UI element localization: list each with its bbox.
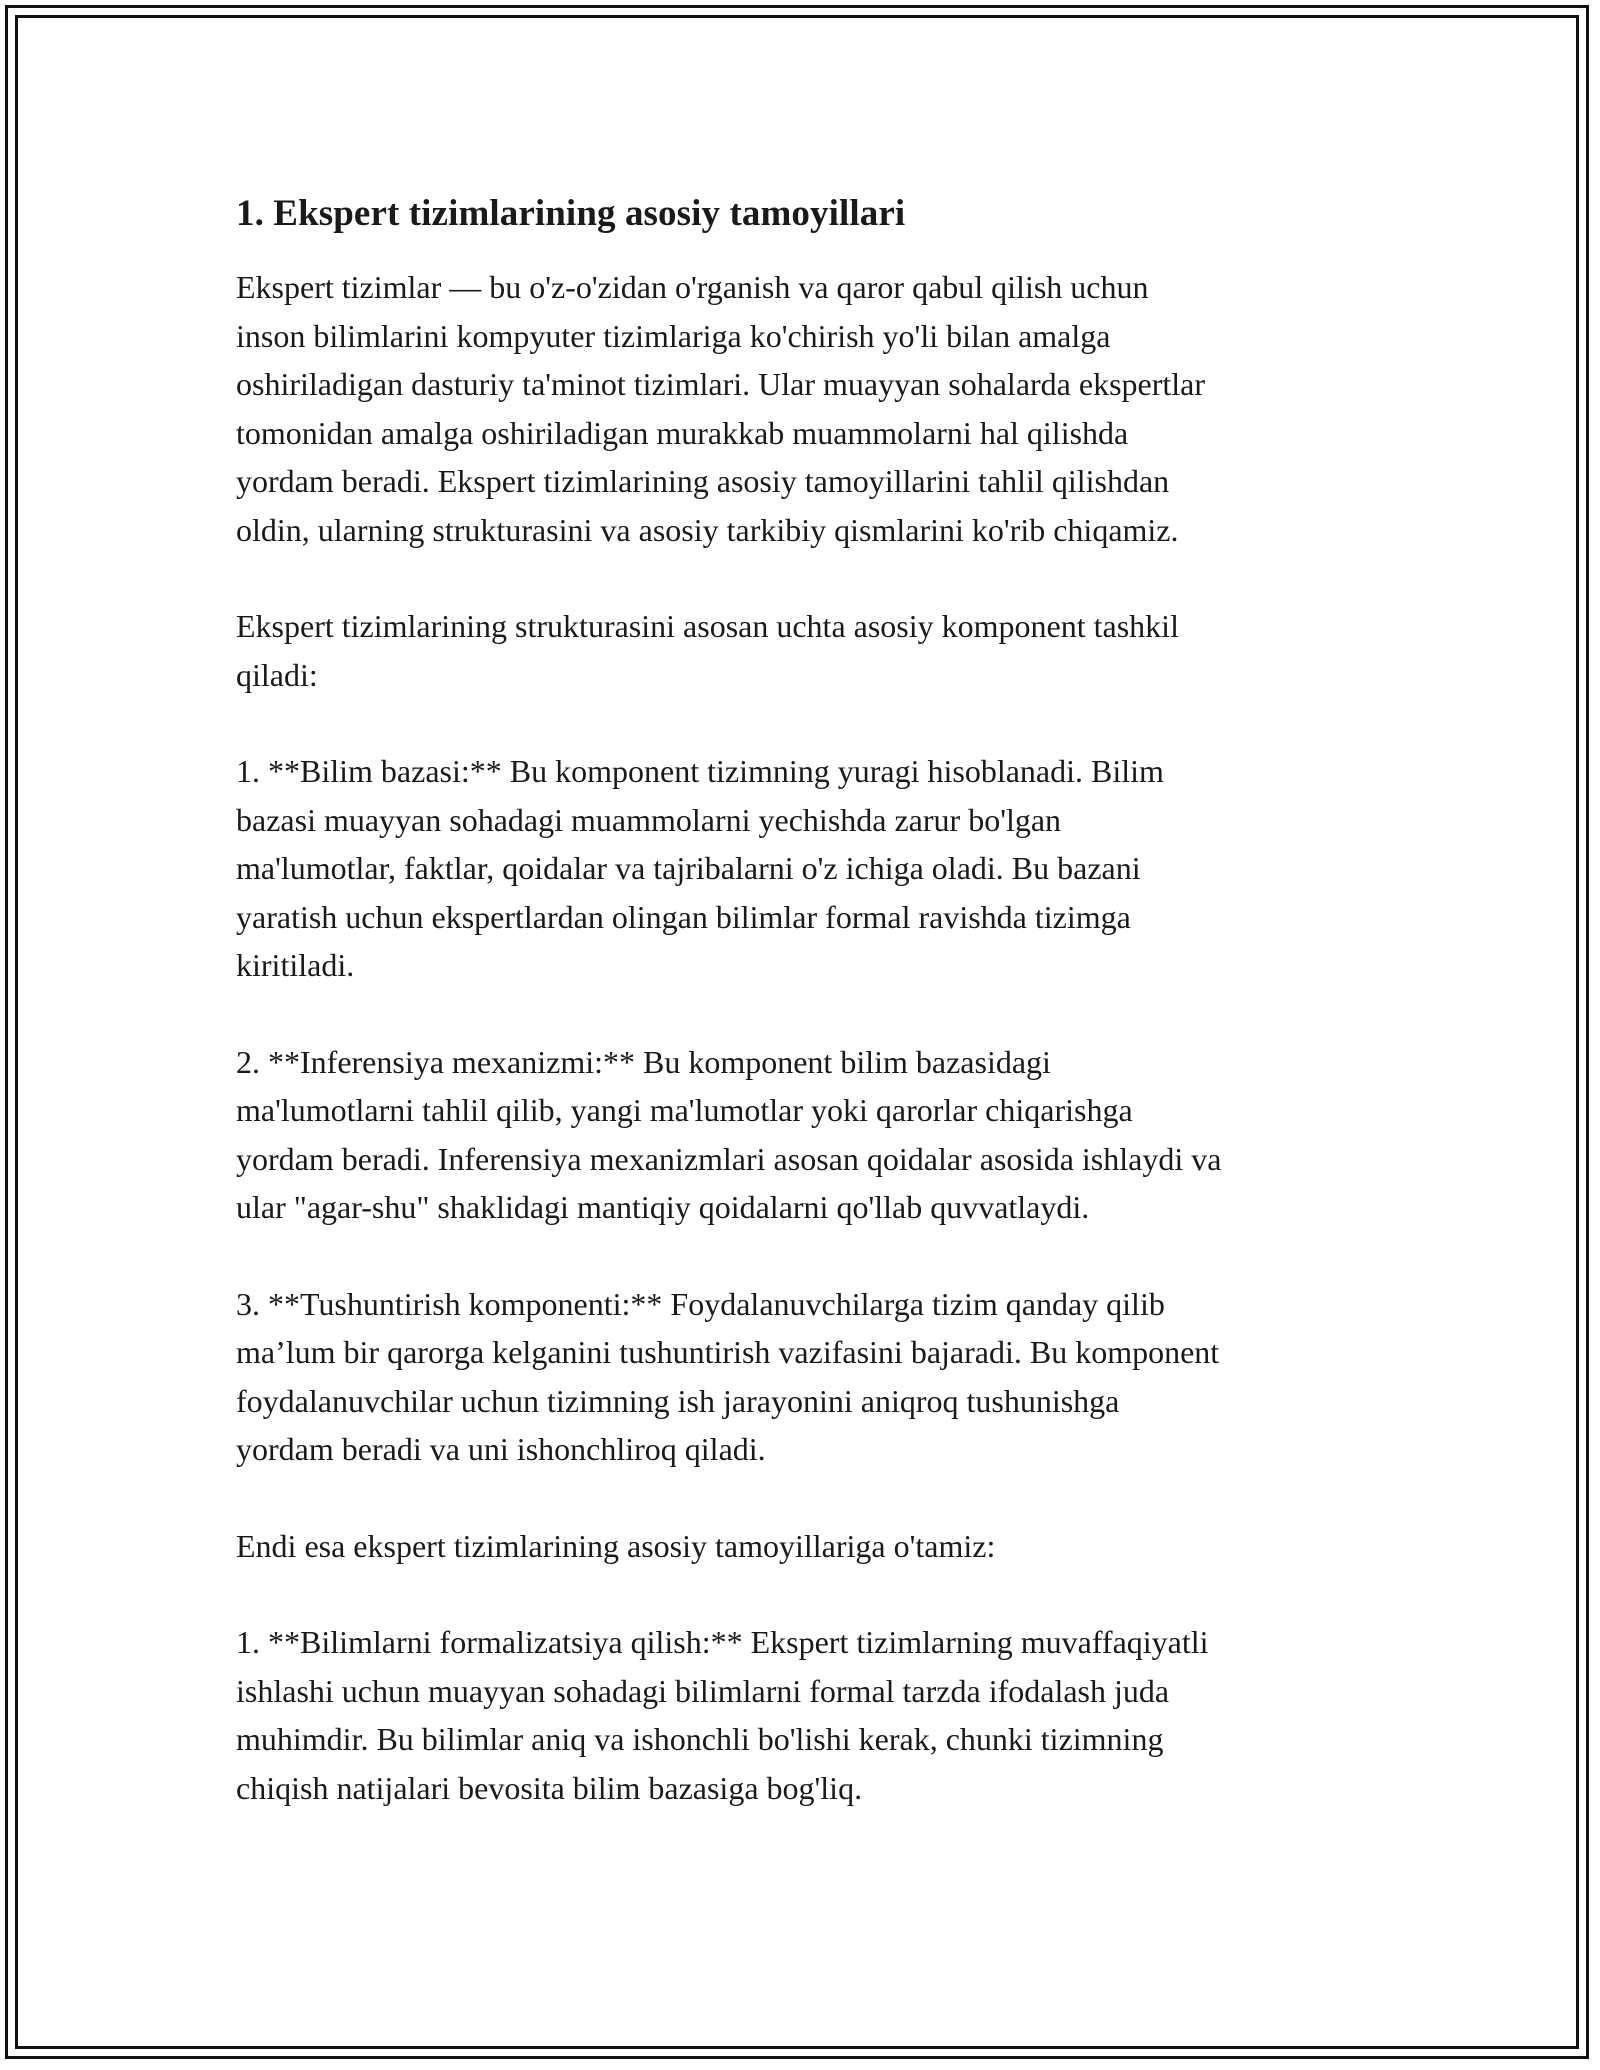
paragraph-explanation-component: 3. **Tushuntirish komponenti:** Foydalanuvchilarga tizim qanday qilib ma’lum bir qarorga kelganini tushuntirish vazifasini bajaradi. Bu komponent foydalanuvchilar uchun tizimning ish jarayonini aniqroq tushunishga yordam beradi va uni ishonchliroq qiladi. [236, 1285, 1220, 1467]
paragraph-structure: Ekspert tizimlarining strukturasini asosan uchta asosiy komponent tashkil qiladi: [236, 608, 1179, 693]
paragraph-formalization: 1. **Bilimlarni formalizatsiya qilish:** Ekspert tizimlarning muvaffaqiyatli ishlashi uchun muayyan sohadagi bilimlarni formal tarzda ifodalash juda muhimdir. Bu bilimlar aniq va ishonchli bo'lishi kerak, chunki tizimning chiqish natijalari bevosita bilim bazasiga bog'liq. [236, 1624, 1209, 1806]
paragraph-inference-engine: 2. **Inferensiya mexanizmi:** Bu komponent bilim bazasidagi ma'lumotlarni tahlil qilib, yangi ma'lumotlar yoki qarorlar chiqarishga yordam beradi. Inferensiya mexanizmlari asosan qoidalar asosida ishlaydi va ular "agar-shu" shaklidagi mantiqiy qoidalarni qo'llab quvvatlaydi. [236, 1043, 1222, 1225]
paragraph-knowledge-base: 1. **Bilim bazasi:** Bu komponent tizimning yuragi hisoblanadi. Bilim bazasi muayyan sohadagi muammolarni yechishda zarur bo'lgan ma'lumotlar, faktlar, qoidalar va tajribalarni o'z ichiga oladi. Bu bazani yaratish uchun ekspertlardan olingan bilimlar formal ravishda tizimga kiritiladi. [236, 753, 1164, 983]
paragraph-intro: Ekspert tizimlar — bu o'z-o'zidan o'rganish va qaror qabul qilish uchun inson bilimlarini kompyuter tizimlariga ko'chirish yo'li bilan amalga oshiriladigan dasturiy ta'minot tizimlari. Ular muayyan sohalarda ekspertlar tomonidan amalga oshiriladigan murakkab muammolarni hal qilishda yordam beradi. Ekspert tizimlarining asosiy tamoyillarini tahlil qilishdan oldin, ularning strukturasini va asosiy tarkibiy qismlarini ko'rib chiqamiz. [236, 269, 1206, 548]
section-heading: 1. Ekspert tizimlarining asosiy tamoyillari [236, 193, 906, 234]
paragraph-principles-intro: Endi esa ekspert tizimlarining asosiy tamoyillariga o'tamiz: [236, 1527, 996, 1564]
document-body [236, 186, 1376, 1860]
